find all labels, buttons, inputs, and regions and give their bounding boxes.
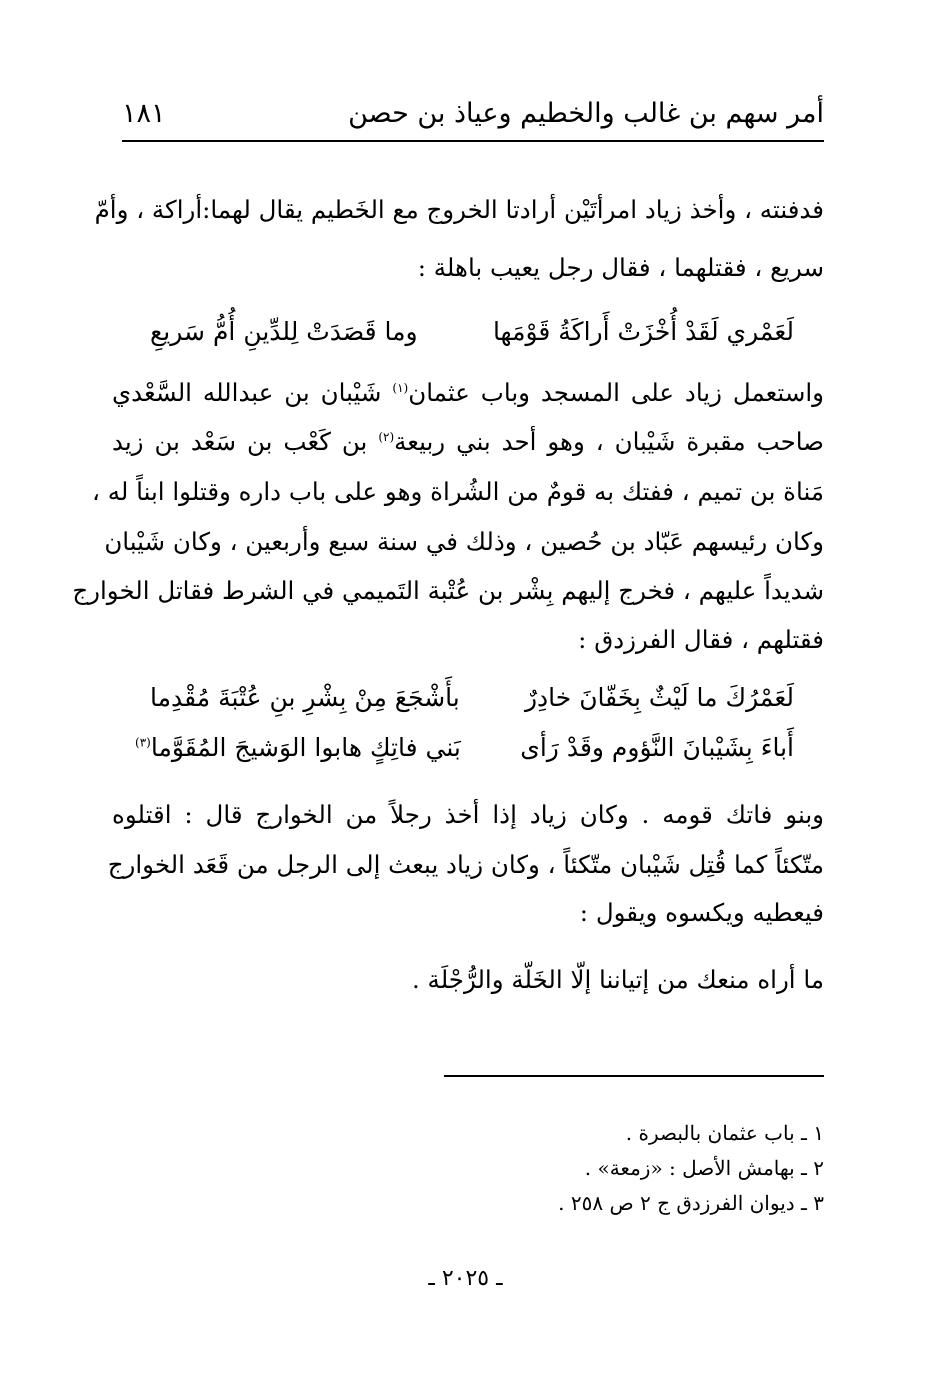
page-footer-number: ـ ٢٠٢٥ ـ	[428, 1266, 503, 1291]
text-line: شديداً عليهم ، فخرج إليهم بِشْر بن عُتْبة التَميمي في الشرط فقاتل الخوارج	[72, 576, 824, 605]
footnote-rule	[444, 1075, 824, 1077]
text-line: فقتلهم ، فقال الفرزدق :	[578, 625, 824, 654]
verse-hemistich-1: لَعَمْرُكَ ما لَيْثٌ بِخَفّانَ خادِرٌ	[524, 683, 794, 712]
verse-hemistich-1: أَباءَ بِشَيْبانَ النَّؤوم وقَدْ رَأى	[520, 733, 794, 762]
header-rule	[122, 140, 824, 142]
verse-hemistich-2: بَني فاتِكٍ هابوا الوَشيجَ المُقَوَّما$^{(٣)}$	[135, 733, 461, 762]
text-line: وكان رئيسهم عَبّاد بن حُصين ، وذلك في سنة سبع وأربعين ، وكان شَيْبان	[104, 527, 824, 556]
footnote-ref: (٣)	[135, 735, 151, 750]
text-line: سريع ، فقتلهما ، فقال رجل يعيب باهلة :	[417, 253, 824, 282]
text-line: فيعطيه ويكسوه ويقول :	[579, 898, 824, 927]
text-line: مَناة بن تميم ، ففتك به قومٌ من الشُراة وهو على باب داره وقتلوا ابناً له ،	[92, 477, 824, 506]
text-line: صاحب مقبرة شَيْبان ، وهو أحد بني ربيعة$^{(٢)}$ بن كَعْب بن سَعْد بن زيد	[112, 427, 824, 456]
running-header	[122, 93, 824, 135]
text-line: ما أراه منعك من إتياننا إلّا الخَلّة والرُّجْلَة .	[411, 965, 824, 994]
text-line: فدفنته ، وأخذ زياد امرأتَيْن أرادتا الخروج مع الخَطيم يقال لهما:أراكة ، وأمّ	[94, 195, 824, 224]
footnote: ٢ ـ بهامش الأصل : «زمعة» .	[584, 1156, 824, 1180]
footnote: ١ ـ باب عثمان بالبصرة .	[625, 1121, 824, 1145]
verse-hemistich-2: بأَشْجَعَ مِنْ بِشْرِ بنِ عُتْبَةَ مُقْدِما	[150, 683, 460, 712]
verse-hemistich-2: وما قَصَدَتْ لِلدِّينِ أُمُّ سَريعِ	[150, 317, 418, 346]
page-number: ١٨١	[122, 98, 166, 129]
footnote: ٣ ـ ديوان الفرزدق ج ٢ ص ٢٥٨ .	[558, 1191, 824, 1215]
footnote-ref: (١)	[392, 380, 409, 395]
chapter-title: أمر سهم بن غالب والخطيم وعياذ بن حصن	[348, 98, 824, 129]
text-line: وبنو فاتك قومه . وكان زياد إذا أخذ رجلاً من الخوارج قال : اقتلوه	[112, 800, 824, 829]
text-line: واستعمل زياد على المسجد وباب عثمان$^{(١)}$ شَيْبان بن عبدالله السَّعْدي	[112, 378, 824, 407]
text-line: متّكئاً كما قُتِل شَيْبان متّكئاً ، وكان زياد يبعث إلى الرجل من قَعَد الخوارج	[107, 850, 824, 879]
footnote-ref: (٢)	[378, 429, 395, 444]
verse-hemistich-1: لَعَمْري لَقَدْ أُخْزَتْ أَراكَةُ قَوْمَها	[492, 317, 794, 346]
